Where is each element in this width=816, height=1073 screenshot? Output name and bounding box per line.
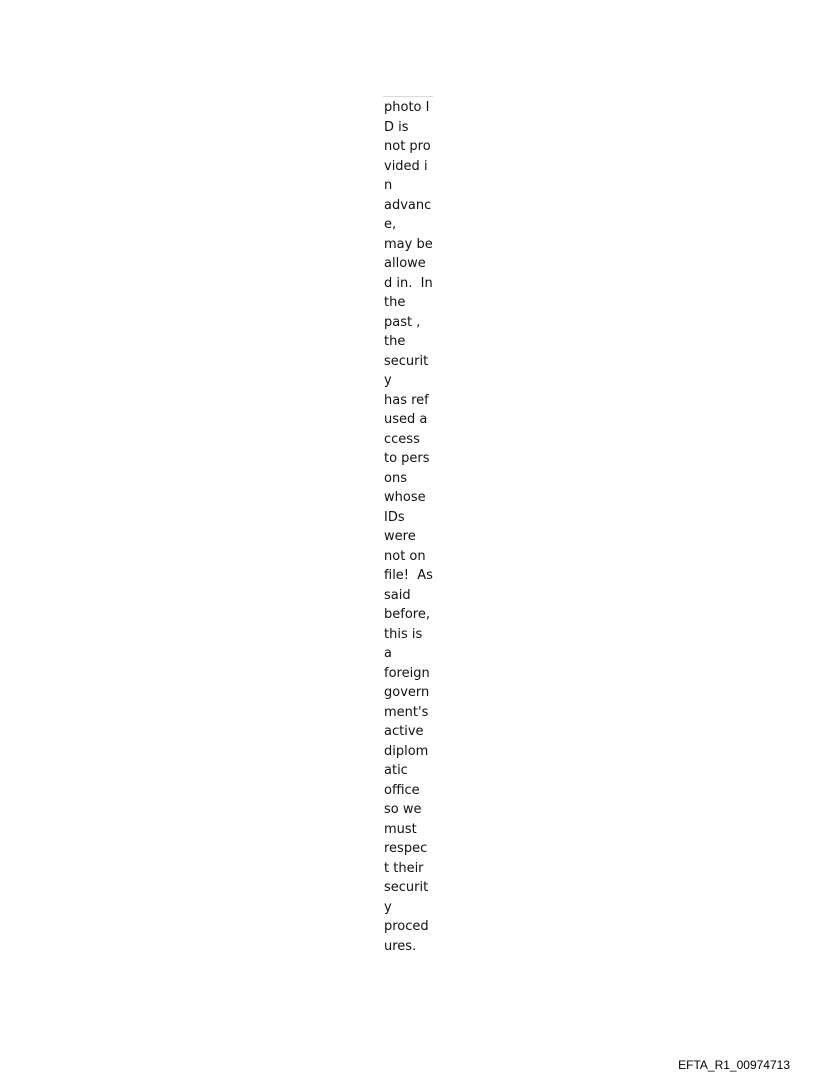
text-line: securit [384,353,429,369]
text-line: proced [384,919,429,934]
text-line: said [384,587,411,603]
text-line: diplom [384,743,429,759]
text-line: ons [384,470,407,486]
text-line: ment's [384,704,429,720]
text-line: atic [384,763,408,778]
text-line: n [384,178,393,193]
text-line: IDs [384,509,405,525]
text-line: t their [384,860,424,876]
text-line: office [384,782,420,798]
text-line: foreign [384,665,430,681]
text-line: e, [384,217,397,232]
text-line: whose [384,490,426,505]
text-line: must [384,821,417,837]
table-cell-border [383,96,433,97]
text-line: this is [384,626,423,642]
text-line: may be [384,236,433,252]
bates-number: EFTA_R1_00974713 [678,1058,790,1072]
text-line: securit [384,880,429,895]
text-line: ures. [384,938,417,954]
text-line: active [384,724,424,739]
text-line: the [384,295,406,310]
text-line: advanc [384,197,432,213]
text-line: not on [384,548,426,564]
text-line: a [384,646,392,661]
text-line: govern [384,685,430,700]
text-line: photo I [384,100,430,115]
text-line: y [384,899,392,915]
text-line: d in. In [384,275,433,291]
text-line: the [384,334,406,349]
text-line: so we [384,802,422,817]
text-line: D is [384,119,409,135]
text-line: vided i [384,158,428,174]
text-line: file! As [384,568,433,583]
text-line: used a [384,412,428,427]
text-line: to pers [384,451,430,466]
text-line: past , [384,314,421,330]
text-line: not pro [384,139,431,154]
text-line: has ref [384,392,429,408]
text-line: ccess [384,431,420,447]
narrow-text-column [384,98,436,956]
text-line: allowe [384,256,426,271]
text-line: before, [384,607,430,622]
text-line: respec [384,841,428,856]
text-line: were [384,529,416,544]
text-line: y [384,373,392,388]
